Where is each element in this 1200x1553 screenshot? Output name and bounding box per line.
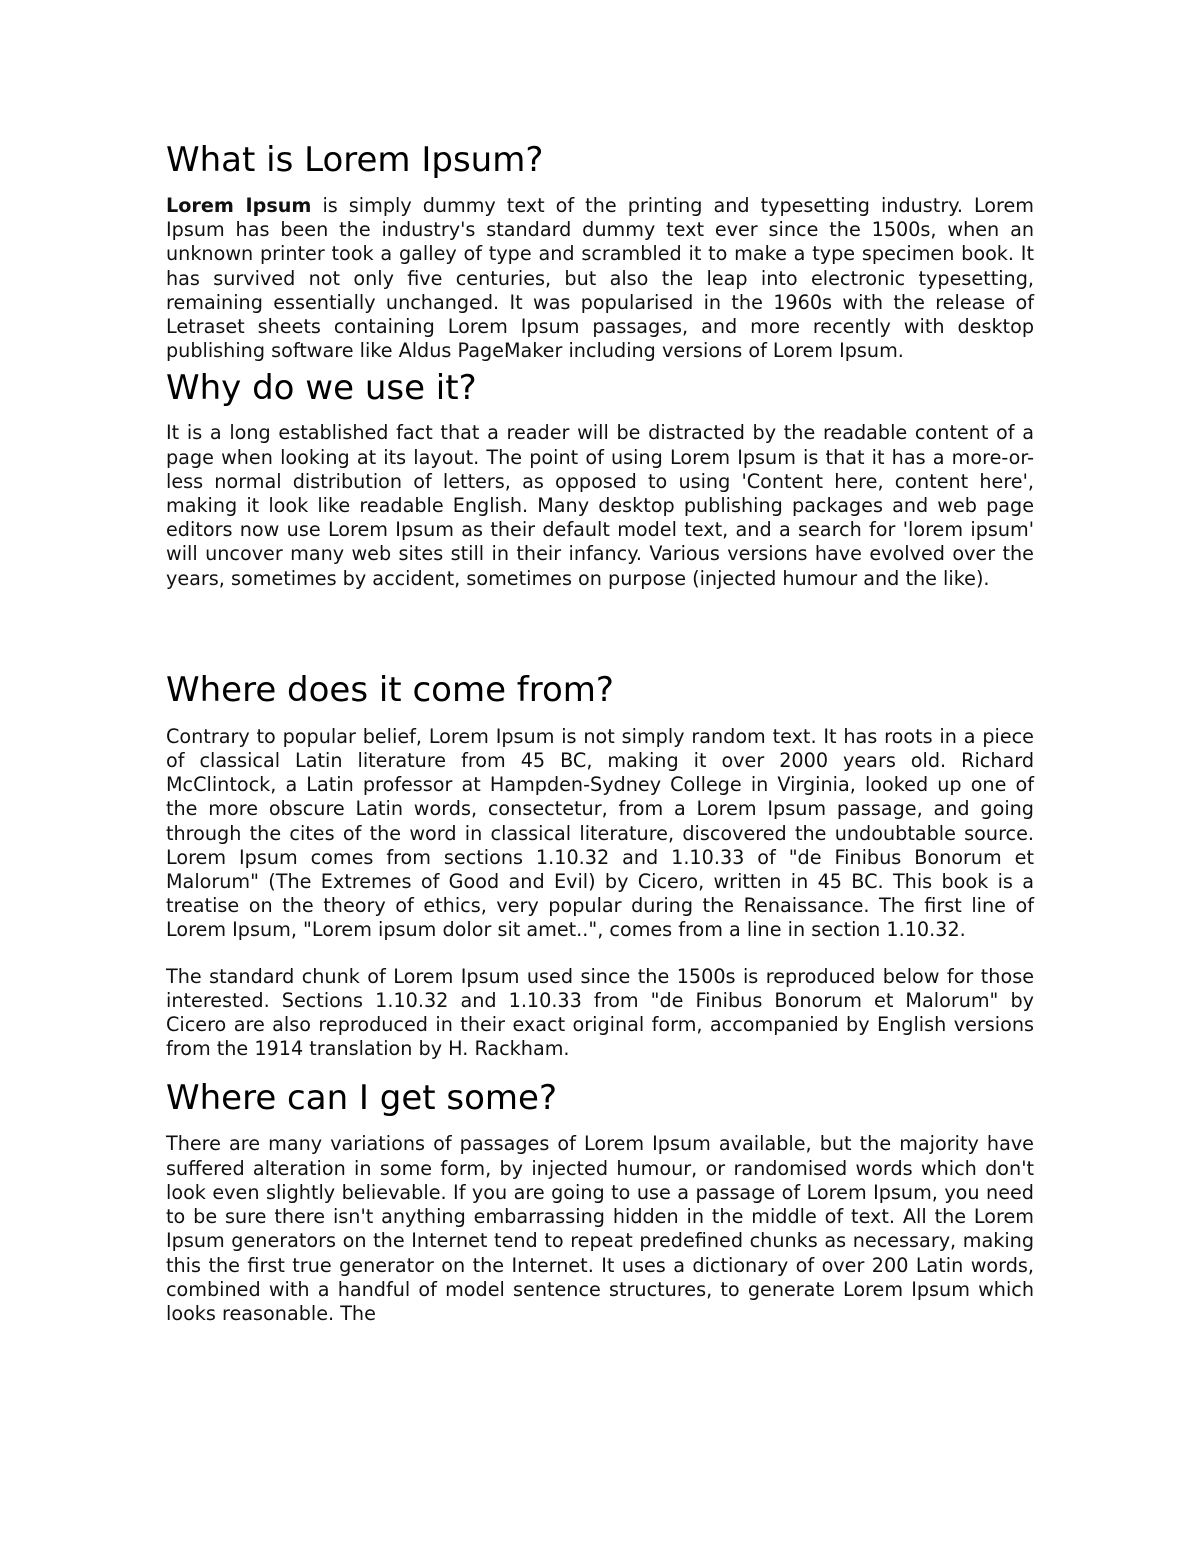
- section-heading-where-does-it-come-from: Where does it come from?: [166, 669, 614, 710]
- document-page: [166, 140, 1034, 1326]
- section-paragraph-what-is-lorem-ipsum: [166, 194, 1034, 363]
- section-heading-why-do-we-use-it: Why do we use it?: [166, 368, 477, 409]
- section-heading-where-can-i-get-some: Where can I get some?: [166, 1078, 557, 1119]
- bold-lead-term: Lorem Ipsum: [166, 194, 312, 217]
- section-paragraph-where-does-it-come-from-1: Contrary to popular belief, Lorem Ipsum is not simply random text. It has roots in a piece of classical Latin literature from 45 BC, making it over 2000 years old. Richard McClintock, a Latin professor at Hampden-Sydney College in Virginia, looked up one of the more obscure Latin words, consectetur, from a Lorem Ipsum passage, and going through the cites of the word in classical literature, discovered the undoubtable source. Lorem Ipsum comes from sections 1.10.32 and 1.10.33 of "de Finibus Bonorum et Malorum" (The Extremes of Good and Evil) by Cicero, written in 45 BC. This book is a treatise on the theory of ethics, very popular during the Renaissance. The first line of Lorem Ipsum, "Lorem ipsum dolor sit amet..", comes from a line in section 1.10.32.: [166, 724, 1034, 942]
- section-paragraph-why-do-we-use-it: It is a long established fact that a reader will be distracted by the readable content of a page when looking at its layout. The point of using Lorem Ipsum is that it has a more-or-less normal distribution of letters, as opposed to using 'Content here, content here', making it look like readable English. Many desktop publishing packages and web page editors now use Lorem Ipsum as their default model text, and a search for 'lorem ipsum' will uncover many web sites still in their infancy. Various versions have evolved over the years, sometimes by accident, sometimes on purpose (injected humour and the like).: [166, 421, 1034, 590]
- section-paragraph-where-does-it-come-from-2: The standard chunk of Lorem Ipsum used since the 1500s is reproduced below for those interested. Sections 1.10.32 and 1.10.33 from "de Finibus Bonorum et Malorum" by Cicero are also reproduced in their exact original form, accompanied by English versions from the 1914 translation by H. Rackham.: [166, 964, 1034, 1061]
- section-heading-what-is-lorem-ipsum: What is Lorem Ipsum?: [166, 140, 544, 180]
- section-paragraph-where-can-i-get-some: There are many variations of passages of Lorem Ipsum available, but the majority have suffered alteration in some form, by injected humour, or randomised words which don't look even slightly believable. If you are going to use a passage of Lorem Ipsum, you need to be sure there isn't anything embarrassing hidden in the middle of text. All the Lorem Ipsum generators on the Internet tend to repeat predefined chunks as necessary, making this the first true generator on the Internet. It uses a dictionary of over 200 Latin words, combined with a handful of model sentence structures, to generate Lorem Ipsum which looks reasonable. The: [166, 1132, 1034, 1325]
- paragraph-text: is simply dummy text of the printing and typesetting industry. Lorem Ipsum has been the industry's standard dummy text ever since the 1500s, when an unknown printer took a galley of type and scrambled it to make a type specimen book. It has survived not only five centuries, but also the leap into electronic typesetting, remaining essentially unchanged. It was popularised in the 1960s with the release of Letraset sheets containing Lorem Ipsum passages, and more recently with desktop publishing software like Aldus PageMaker including versions of Lorem Ipsum.: [166, 194, 1034, 363]
